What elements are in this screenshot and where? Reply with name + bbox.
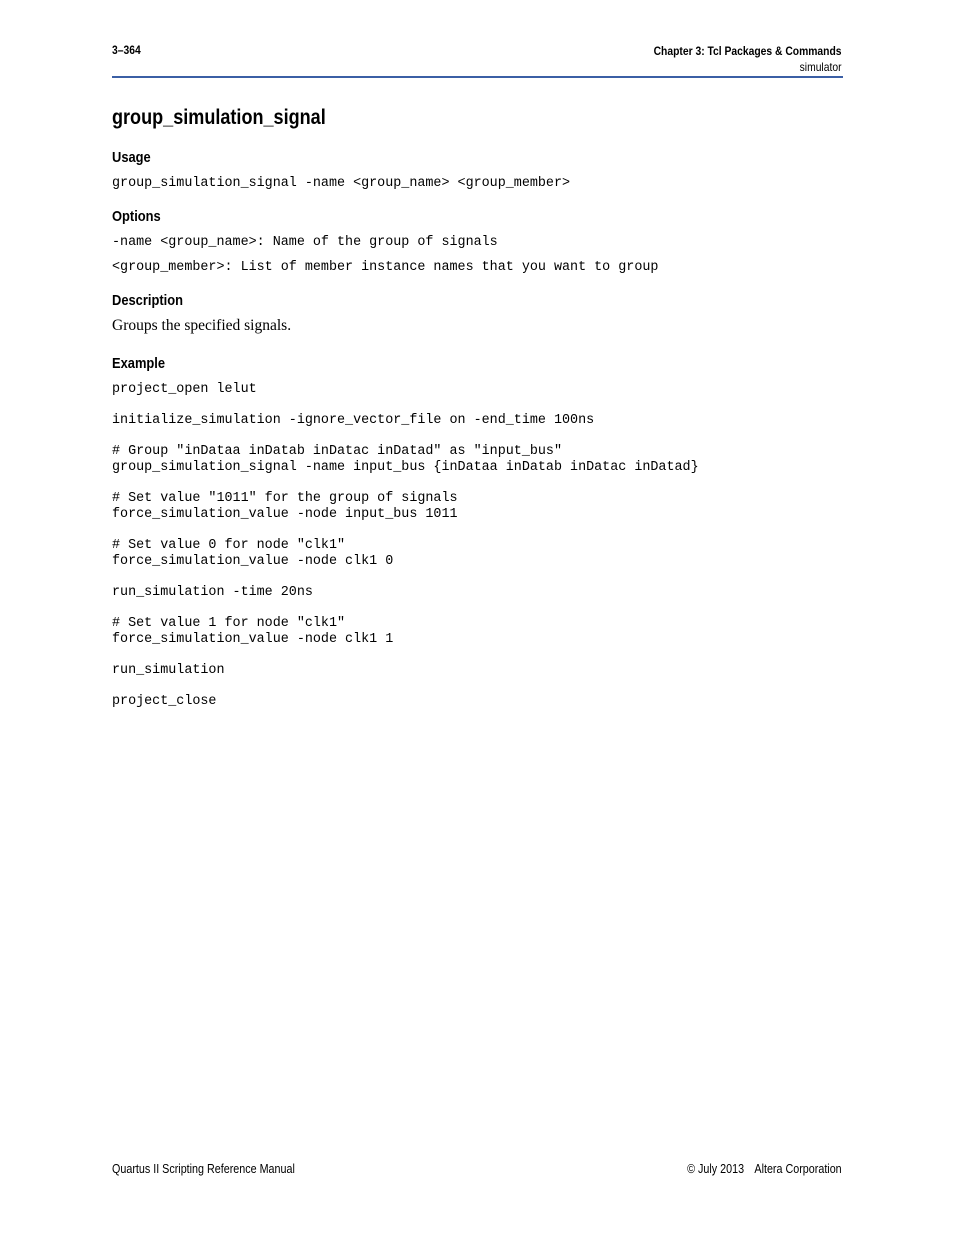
example-heading: Example [112, 355, 166, 372]
footer-copyright [687, 1162, 842, 1176]
chapter-title: Chapter 3: Tcl Packages & Commands [654, 44, 842, 58]
options-heading: Options [112, 208, 161, 225]
footer-company: Altera Corporation [754, 1162, 842, 1176]
example-code-block: project_open lelut [112, 382, 257, 397]
example-code-block: run_simulation -time 20ns [112, 585, 313, 600]
footer-manual-title: Quartus II Scripting Reference Manual [112, 1162, 295, 1176]
example-code-block: # Set value 0 for node "clk1" force_simulation_value -node clk1 0 [112, 538, 394, 569]
page-title: group_simulation_signal [112, 106, 326, 129]
section-name: simulator [800, 60, 842, 74]
example-code-block: # Set value "1011" for the group of signals force_simulation_value -node input_bus 1011 [112, 491, 458, 522]
footer-date: © July 2013 [687, 1162, 745, 1176]
header-rule [112, 76, 843, 78]
example-code-block: project_close [112, 694, 217, 709]
running-header [623, 43, 842, 75]
description-heading: Description [112, 292, 183, 309]
example-code-block: initialize_simulation -ignore_vector_file on -end_time 100ns [112, 413, 595, 428]
usage-code: group_simulation_signal -name <group_name> <group_member> [112, 176, 571, 191]
option-item-name: -name <group_name>: Name of the group of signals [112, 235, 498, 250]
option-item-group-member: <group_member>: List of member instance names that you want to group [112, 260, 659, 275]
description-text: Groups the specified signals. [112, 317, 292, 334]
usage-heading: Usage [112, 149, 151, 166]
example-code-block: run_simulation [112, 663, 225, 678]
page-number: 3–364 [112, 43, 141, 57]
example-code-block: # Group "inDataa inDatab inDatac inDatad" as "input_bus" group_simulation_signal -name input_bus {inDataa inDatab inDatac inDatad} [112, 444, 699, 475]
example-code-block: # Set value 1 for node "clk1" force_simulation_value -node clk1 1 [112, 616, 394, 647]
